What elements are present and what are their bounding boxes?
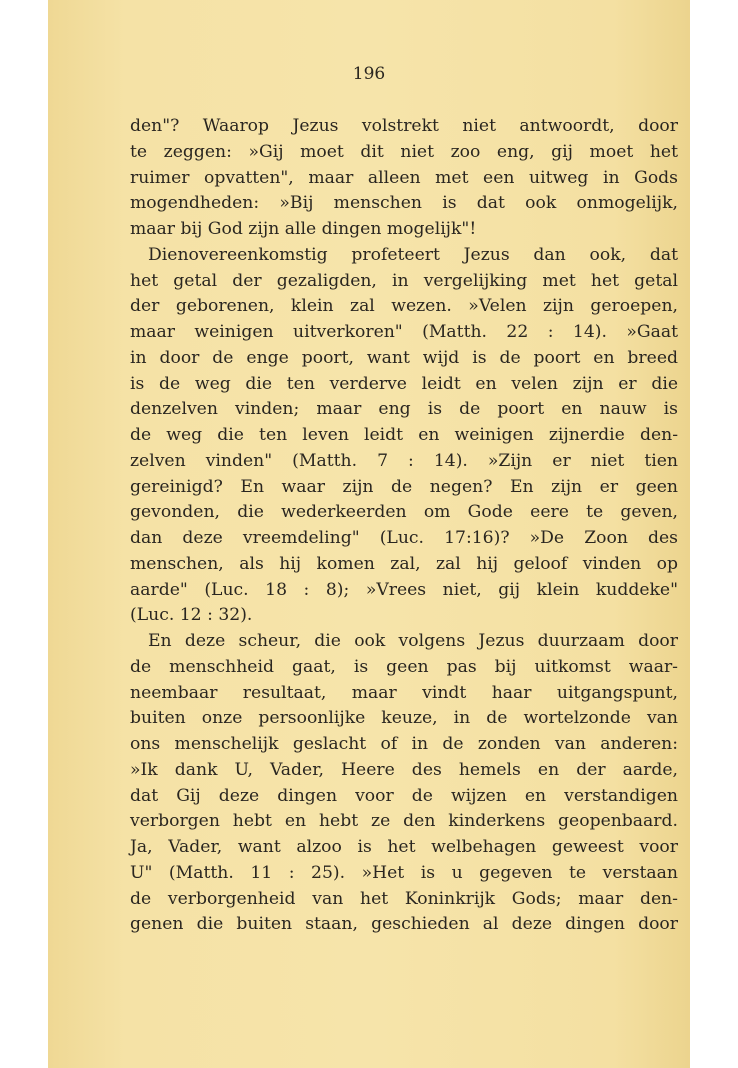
- text-line: te zeggen: »Gij moet dit niet zoo eng, gij moet het: [130, 141, 678, 162]
- body-text: [130, 114, 678, 938]
- text-line: aarde" (Luc. 18 : 8); »Vrees niet, gij klein kuddeke": [130, 579, 678, 600]
- text-line: genen die buiten staan, geschieden al deze dingen door: [130, 914, 678, 935]
- text-line: verborgen hebt en hebt ze den kinderkens geopenbaard.: [130, 811, 678, 832]
- text-line: de verborgenheid van het Koninkrijk Gods; maar den-: [130, 888, 678, 909]
- text-line: ons menschelijk geslacht of in de zonden van anderen:: [130, 734, 678, 754]
- text-line: mogendheden: »Bij menschen is dat ook onmogelijk,: [130, 193, 678, 214]
- text-line: dat Gij deze dingen voor de wijzen en verstandigen: [130, 785, 678, 806]
- text-line: gereinigd? En waar zijn de negen? En zijn er geen: [130, 476, 678, 497]
- book-page: [48, 0, 690, 1068]
- text-line: de menschheid gaat, is geen pas bij uitkomst waar-: [130, 656, 678, 677]
- text-line: ruimer opvatten", maar alleen met een uitweg in Gods: [130, 167, 678, 188]
- text-line: is de weg die ten verderve leidt en velen zijn er die: [130, 373, 678, 394]
- page-number: 196: [352, 64, 386, 84]
- text-line: denzelven vinden; maar eng is de poort en nauw is: [130, 399, 678, 420]
- text-line: der geborenen, klein zal wezen. »Velen zijn geroepen,: [130, 296, 678, 317]
- text-line: U" (Matth. 11 : 25). »Het is u gegeven te verstaan: [130, 862, 678, 883]
- text-line: »Ik dank U, Vader, Heere des hemels en der aarde,: [130, 759, 678, 780]
- text-line: de weg die ten leven leidt en weinigen zijnerdie den-: [130, 425, 678, 445]
- text-line: (Luc. 12 : 32).: [130, 605, 253, 626]
- text-line: Dienovereenkomstig profeteert Jezus dan ook, dat: [148, 244, 678, 265]
- text-line: Ja, Vader, want alzoo is het welbehagen geweest voor: [130, 837, 678, 857]
- text-line: maar bij God zijn alle dingen mogelijk"!: [130, 219, 477, 239]
- text-line: buiten onze persoonlijke keuze, in de wortelzonde van: [130, 708, 678, 729]
- text-line: dan deze vreemdeling" (Luc. 17:16)? »De Zoon des: [130, 528, 678, 548]
- text-line: den"? Waarop Jezus volstrekt niet antwoordt, door: [130, 116, 678, 136]
- text-line: gevonden, die wederkeerden om Gode eere te geven,: [130, 502, 678, 523]
- text-line: menschen, als hij komen zal, zal hij geloof vinden op: [130, 553, 678, 574]
- text-line: neembaar resultaat, maar vindt haar uitgangspunt,: [130, 682, 678, 703]
- text-line: En deze scheur, die ook volgens Jezus duurzaam door: [148, 631, 678, 651]
- text-line: het getal der gezaligden, in vergelijking met het getal: [130, 270, 678, 291]
- text-line: zelven vinden" (Matth. 7 : 14). »Zijn er niet tien: [130, 450, 678, 471]
- text-line: in door de enge poort, want wijd is de poort en breed: [130, 347, 678, 368]
- text-line: maar weinigen uitverkoren" (Matth. 22 : 14). »Gaat: [130, 322, 678, 342]
